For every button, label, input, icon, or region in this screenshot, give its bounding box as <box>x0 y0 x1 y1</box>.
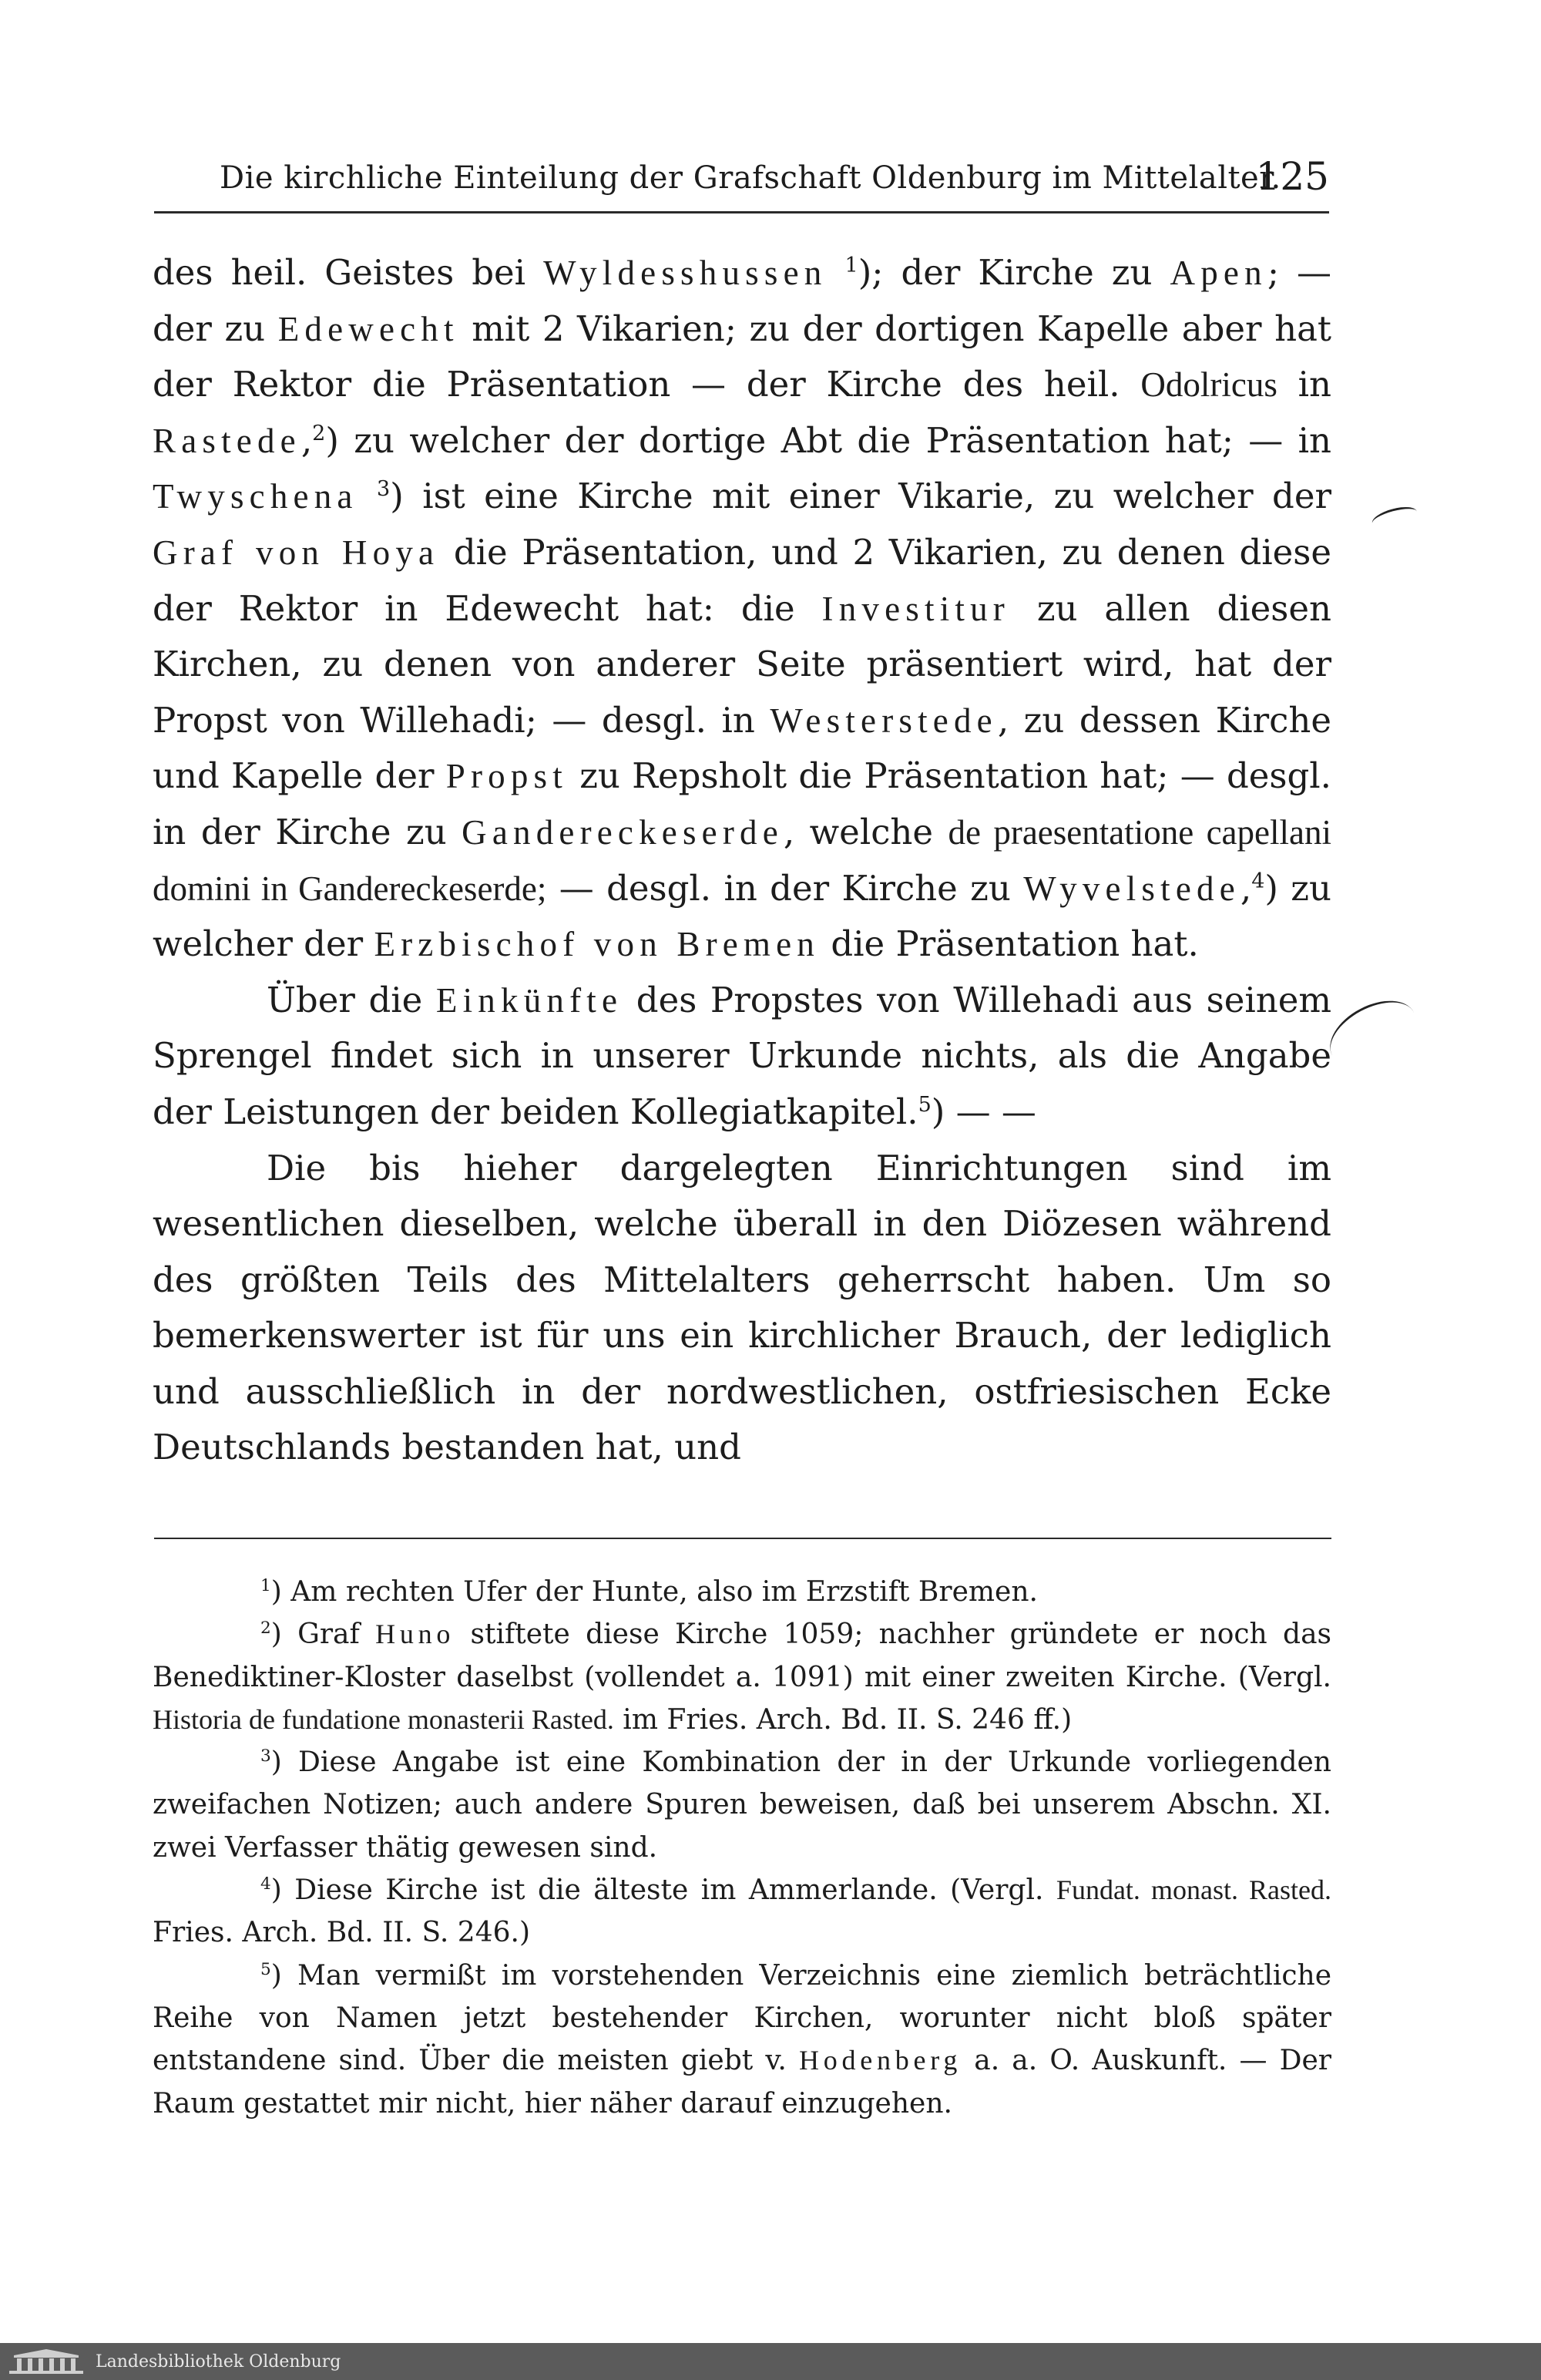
spaced-emphasis: Wyldesshussen <box>543 254 828 292</box>
spaced-emphasis: Edewecht <box>277 309 459 348</box>
text-run: , <box>300 419 313 461</box>
spaced-emphasis: Apen <box>1170 254 1267 292</box>
footnote <box>153 1571 1331 1613</box>
footnote-marker: 5 <box>918 1092 932 1117</box>
text-run: in <box>1277 364 1331 405</box>
text-run: , welche <box>783 811 948 852</box>
text-run: ) Man vermißt im vorstehenden Verzeichnis eine ziemlich beträchtliche Reihe von Namen jetzt bestehender Kirchen, worunter nicht bloß später entstandene sind. Über die meisten giebt v. <box>153 1959 1331 2077</box>
text-run: ; — der zu <box>153 252 1332 349</box>
text-run: a. a. O. Auskunft. — Der Raum gestattet mir nicht, hier näher darauf einzugehen. <box>153 2045 1332 2119</box>
paragraph <box>153 973 1331 1141</box>
spaced-emphasis: Propst <box>445 757 568 796</box>
main-text <box>153 245 1331 1509</box>
spaced-emphasis: Huno <box>375 1619 455 1650</box>
running-title: Die kirchliche Einteilung der Grafschaft Oldenburg im Mittelalter. <box>220 160 1281 196</box>
text-run: ) — — <box>931 1091 1036 1132</box>
text-run: ) Diese Angabe ist eine Kombination der in der Urkunde vorliegenden zweifachen Notizen; auch andere Spuren beweisen, daß bei unserem Abschn. XI. zwei Verfasser thätig gewesen sind. <box>153 1746 1331 1864</box>
margin-pencil-mark <box>1319 987 1427 1081</box>
text-run <box>358 476 377 516</box>
spaced-emphasis: Westerstede <box>770 701 998 740</box>
margin-pencil-mark <box>1370 503 1419 533</box>
library-building-icon <box>8 2348 85 2375</box>
text-run: — desgl. in der Kirche zu <box>546 867 1024 909</box>
paragraph <box>153 245 1331 973</box>
spaced-emphasis: Einkünfte <box>435 980 623 1020</box>
running-header <box>220 154 1329 203</box>
footnote-marker: 2 <box>260 1619 271 1639</box>
footnote-marker: 4 <box>1251 869 1265 893</box>
latin-text: Odolricus <box>1140 365 1277 405</box>
library-name: Landesbibliothek Oldenburg <box>96 2352 341 2372</box>
text-run: Die bis hieher dargelegten Einrichtungen sind im wesentlichen dieselben, welche überall in den Diözesen während des größten Teils des Mittelalters geherrscht haben. Um so bemerkenswerter ist für uns ein kirchlicher Brauch, der lediglich und ausschließlich in der nordwestlichen, ostfriesischen Ecke Deutschlands bestanden hat, und <box>153 1147 1331 1468</box>
footnote-marker: 2 <box>312 421 326 445</box>
text-run: , zu dessen Kirche und Kapelle der <box>153 699 1331 797</box>
spaced-emphasis: Gandereckeserde <box>462 812 784 852</box>
text-run: ); der Kirche zu <box>858 252 1170 293</box>
footer-bar <box>0 2343 1541 2380</box>
text-run: zu allen diesen Kirchen, zu denen von anderer Seite präsentiert wird, hat der Propst von Willehadi; — desgl. in <box>153 587 1331 741</box>
latin-text: Historia de fundatione monasterii Rasted. <box>153 1703 614 1735</box>
text-run: die Präsentation, und 2 Vikarien, zu denen diese der Rektor in Edewecht hat: die <box>153 531 1331 629</box>
page-number: 125 <box>1255 154 1329 199</box>
text-run <box>827 252 844 293</box>
text-run: ) zu welcher der <box>153 867 1331 965</box>
spaced-emphasis: Hodenberg <box>798 2045 962 2076</box>
footnote-marker: 1 <box>844 254 858 277</box>
text-run: ) zu welcher der dortige Abt die Präsentation hat; — in <box>325 419 1331 461</box>
text-run: Fries. Arch. Bd. II. S. 246.) <box>153 1917 530 1949</box>
header-divider <box>154 211 1329 213</box>
text-run: des heil. Geistes bei <box>153 252 544 293</box>
text-run: mit 2 Vikarien; zu der dortigen Kapelle aber hat der Rektor die Präsentation — der Kirche des heil. <box>153 308 1331 405</box>
text-run: ) Am rechten Ufer der Hunte, also im Erzstift Bremen. <box>270 1576 1038 1608</box>
footnote <box>153 1741 1331 1869</box>
spaced-emphasis: Erzbischof von Bremen <box>374 925 821 964</box>
latin-text: de praesentatione capellani domini in Gandereckeserde; <box>153 812 1331 908</box>
text-run: stiftete diese Kirche 1059; nachher gründete er noch das Benediktiner-Kloster daselbst (vollendet a. 1091) mit einer zweiten Kirche. (Vergl. <box>153 1619 1332 1693</box>
paragraph <box>153 1141 1331 1477</box>
text-run: ) Graf <box>270 1619 376 1651</box>
text-run: im Fries. Arch. Bd. II. S. 246 ff.) <box>613 1703 1073 1736</box>
footnote-marker: 5 <box>260 1959 271 1979</box>
footnote-marker: 3 <box>377 477 391 502</box>
footnote-divider <box>154 1538 1331 1539</box>
spaced-emphasis: Twyschena <box>153 477 358 516</box>
latin-text: Fundat. monast. Rasted. <box>1056 1874 1331 1906</box>
text-run: Über die <box>267 979 436 1020</box>
text-run: , <box>1240 867 1252 909</box>
footnotes <box>153 1571 1331 2187</box>
spaced-emphasis: Rastede <box>153 421 301 460</box>
text-run: ) ist eine Kirche mit einer Vikarie, zu welcher der <box>390 476 1331 517</box>
text-run: zu Repsholt die Präsentation hat; — desgl. in der Kirche zu <box>153 755 1331 852</box>
text-run: des Propstes von Willehadi aus seinem Sprengel findet sich in unserer Urkunde nichts, als die Angabe der Leistungen der beiden Kollegiatkapitel. <box>153 979 1332 1132</box>
text-run: ) Diese Kirche ist die älteste im Ammerlande. (Vergl. <box>270 1874 1056 1907</box>
footnote <box>153 1613 1331 1741</box>
footnote-marker: 1 <box>260 1576 271 1595</box>
spaced-emphasis: Wyvelstede <box>1023 869 1241 908</box>
footnote-marker: 4 <box>260 1874 271 1894</box>
text-run: die Präsentation hat. <box>820 923 1199 965</box>
spaced-emphasis: Graf von Hoya <box>153 533 440 572</box>
footnote-marker: 3 <box>260 1746 271 1767</box>
footnote <box>153 1955 1331 2125</box>
spaced-emphasis: Investitur <box>821 589 1010 628</box>
footnote <box>153 1869 1331 1955</box>
